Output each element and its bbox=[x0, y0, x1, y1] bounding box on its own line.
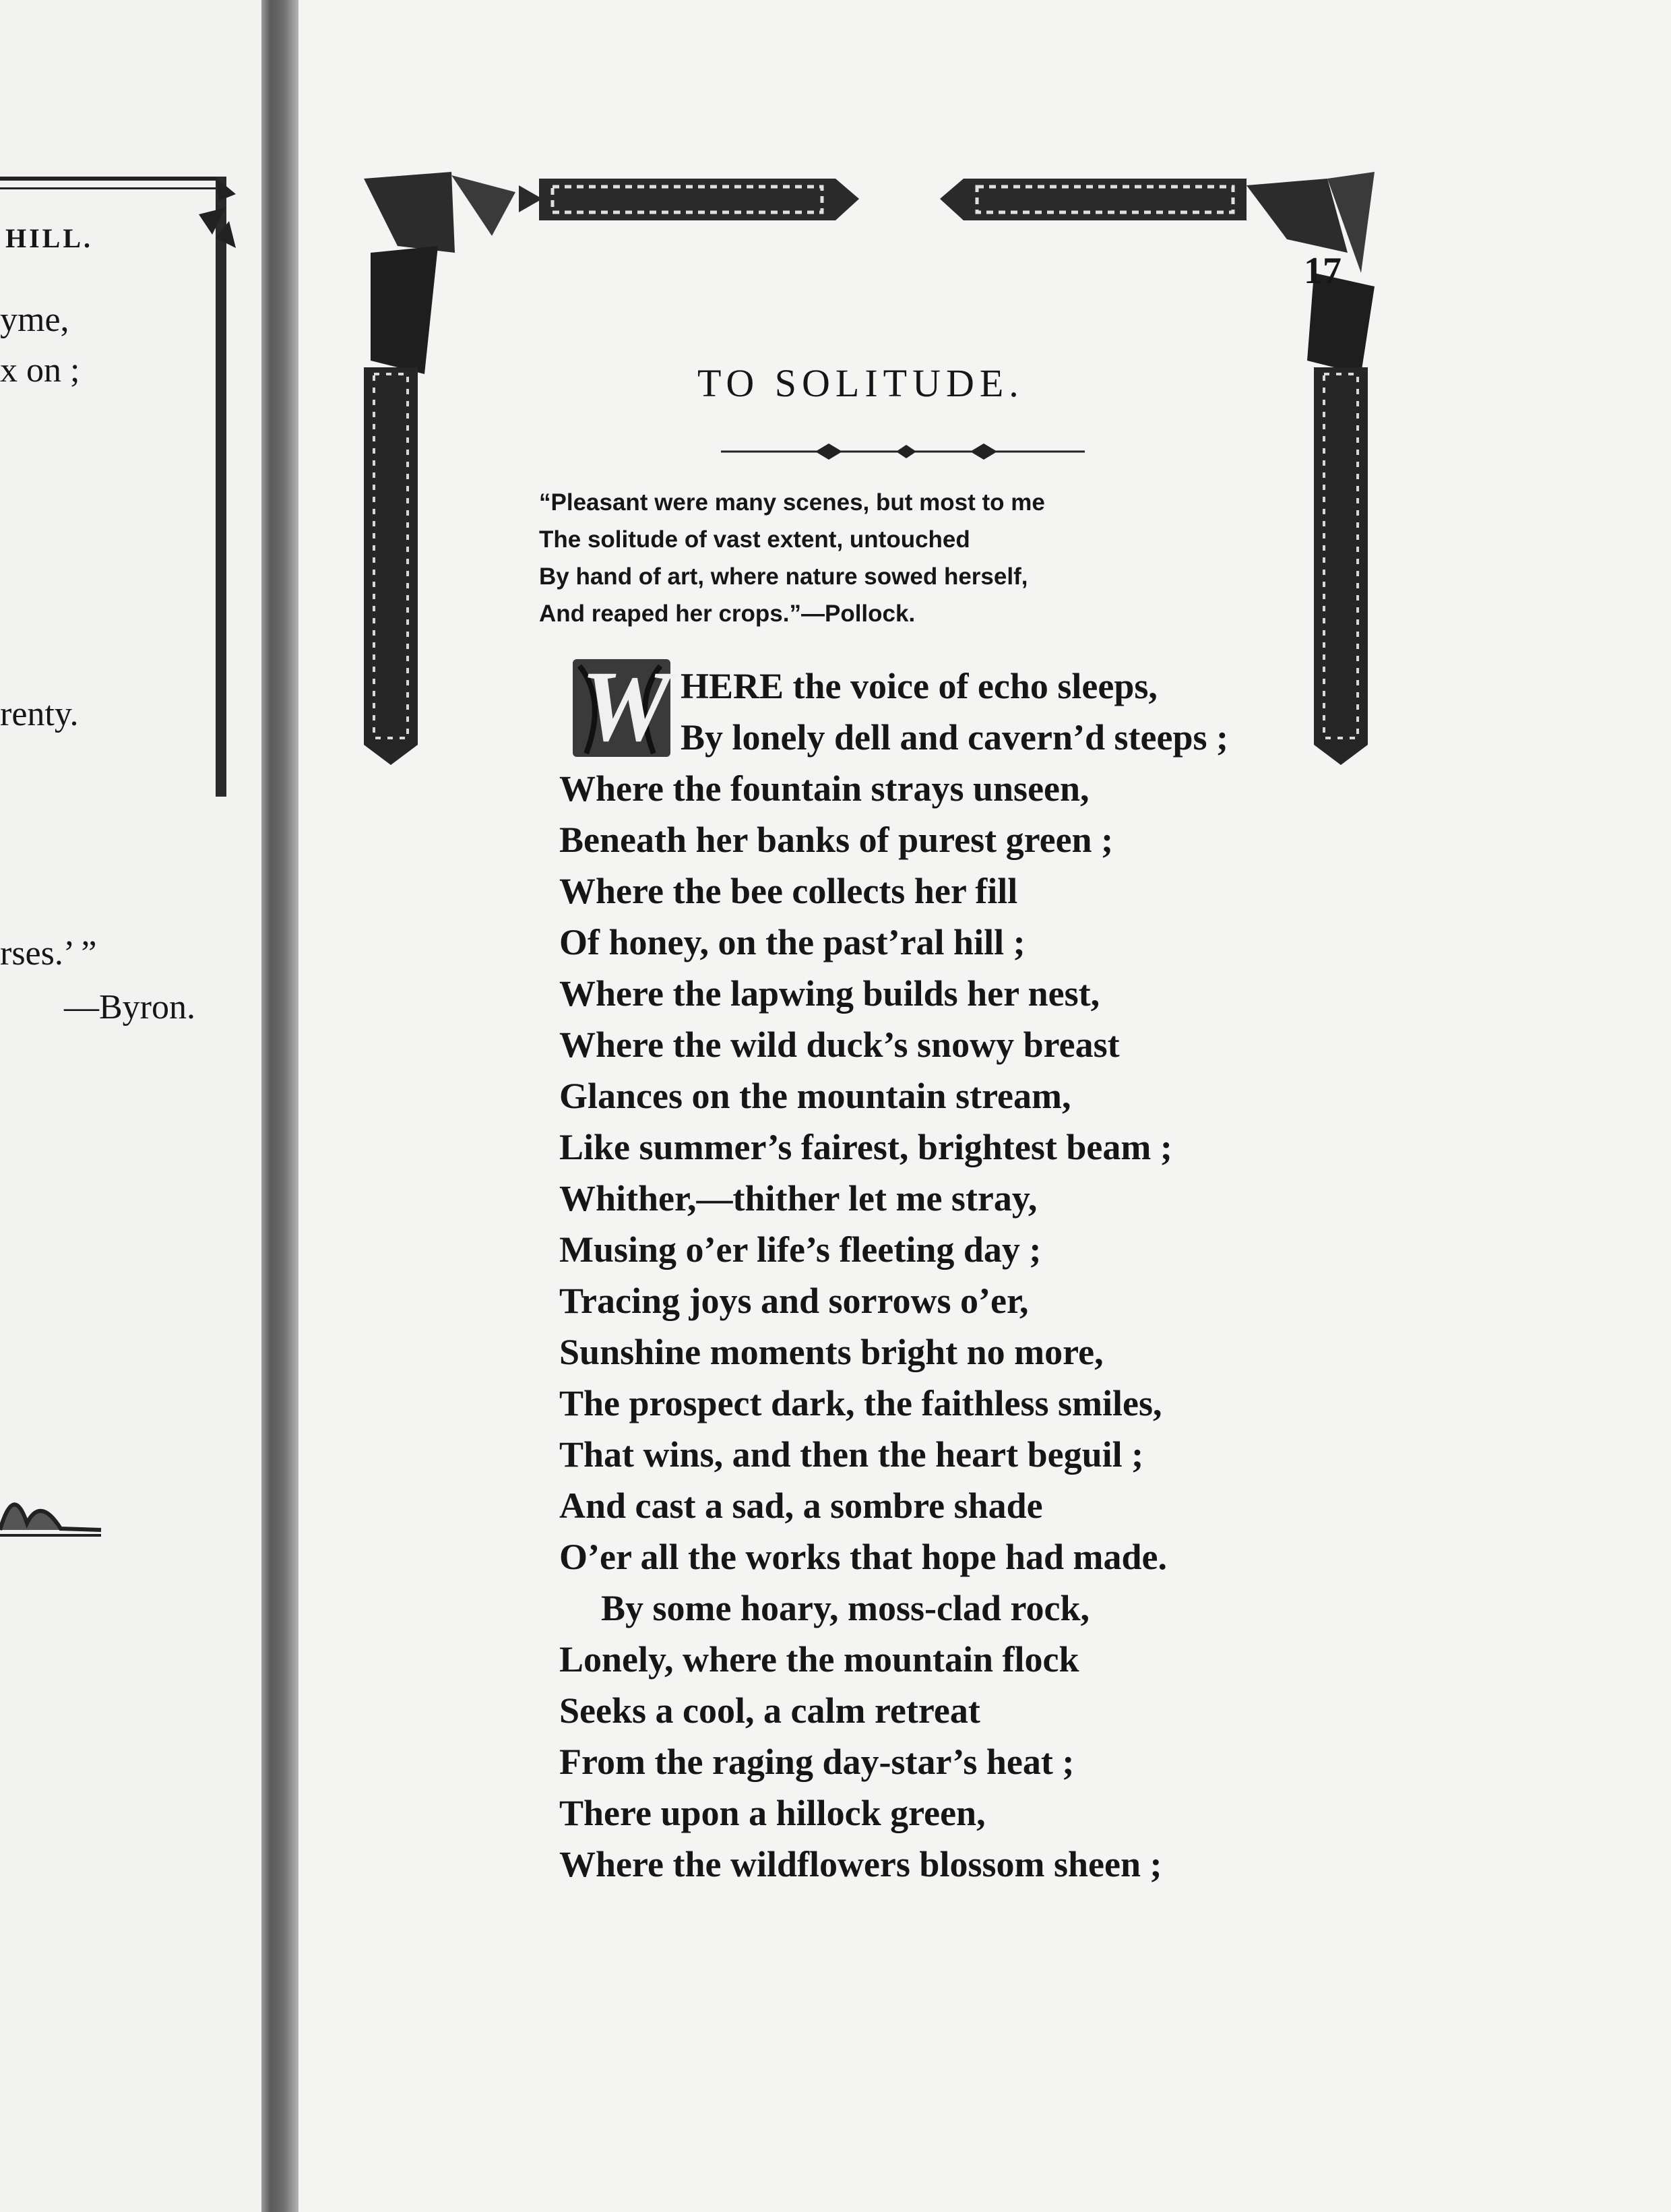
poem-body bbox=[559, 660, 1228, 1890]
poem-line: Lonely, where the mountain flock bbox=[559, 1639, 1079, 1680]
poem-line: By lonely dell and cavern’d steeps ; bbox=[681, 717, 1229, 758]
left-facing-page bbox=[0, 0, 266, 2212]
left-page-fragment: x on ; bbox=[0, 351, 80, 390]
poem-line: Of honey, on the past’ral hill ; bbox=[559, 922, 1026, 962]
poem-title: TO SOLITUDE. bbox=[697, 361, 1024, 405]
poem-line: By some hoary, moss-clad rock, bbox=[601, 1588, 1090, 1628]
poem-line: Where the bee collects her fill bbox=[559, 871, 1018, 911]
poem-line: Sunshine moments bright no more, bbox=[559, 1332, 1104, 1372]
poem-line: O’er all the works that hope had made. bbox=[559, 1537, 1168, 1577]
epigraph bbox=[539, 484, 1045, 632]
poem-line: Where the wild duck’s snowy breast bbox=[559, 1024, 1120, 1065]
book-gutter bbox=[261, 0, 298, 2212]
poem-line: Where the fountain strays unseen, bbox=[559, 768, 1090, 809]
poem-line: Where the lapwing builds her nest, bbox=[559, 973, 1100, 1014]
left-page-fragment: rses.’ ” bbox=[0, 934, 97, 973]
poem-line: Seeks a cool, a calm retreat bbox=[559, 1690, 980, 1731]
left-page-fragment: —Byron. bbox=[64, 988, 195, 1026]
poem-line: There upon a hillock green, bbox=[559, 1793, 986, 1833]
poem-line: And cast a sad, a sombre shade bbox=[559, 1485, 1043, 1526]
epigraph-line: “Pleasant were many scenes, but most to me bbox=[539, 489, 1045, 516]
title-flourish-divider bbox=[721, 438, 1085, 465]
left-page-header: HILL. bbox=[5, 223, 94, 253]
poem-line: The prospect dark, the faithless smiles, bbox=[559, 1383, 1162, 1423]
left-page-fragment: yme, bbox=[0, 301, 69, 339]
epigraph-line: And reaped her crops.”—Pollock. bbox=[539, 601, 916, 627]
poem-line: HERE the voice of echo sleeps, bbox=[681, 666, 1158, 706]
poem-line: Tracing joys and sorrows o’er, bbox=[559, 1281, 1029, 1321]
poem-line: Whither,—thither let me stray, bbox=[559, 1178, 1038, 1219]
drop-cap-letter: W bbox=[581, 650, 671, 762]
left-page-leaf-ornament bbox=[135, 174, 243, 275]
poem-line: From the raging day-star’s heat ; bbox=[559, 1742, 1075, 1782]
poem-line: Glances on the mountain stream, bbox=[559, 1076, 1071, 1116]
poem-line: Like summer’s fairest, brightest beam ; bbox=[559, 1127, 1172, 1167]
left-page-vignette bbox=[0, 1456, 108, 1537]
epigraph-line: By hand of art, where nature sowed herself, bbox=[539, 563, 1028, 590]
poem-line: That wins, and then the heart beguil ; bbox=[559, 1434, 1144, 1475]
poem-line: Musing o’er life’s fleeting day ; bbox=[559, 1229, 1042, 1270]
poem-line: Beneath her banks of purest green ; bbox=[559, 820, 1114, 860]
epigraph-line: The solitude of vast extent, untouched bbox=[539, 526, 970, 553]
left-page-fragment: renty. bbox=[0, 695, 79, 733]
page-number: 17 bbox=[1304, 250, 1342, 292]
poem-line: Where the wildflowers blossom sheen ; bbox=[559, 1844, 1162, 1884]
